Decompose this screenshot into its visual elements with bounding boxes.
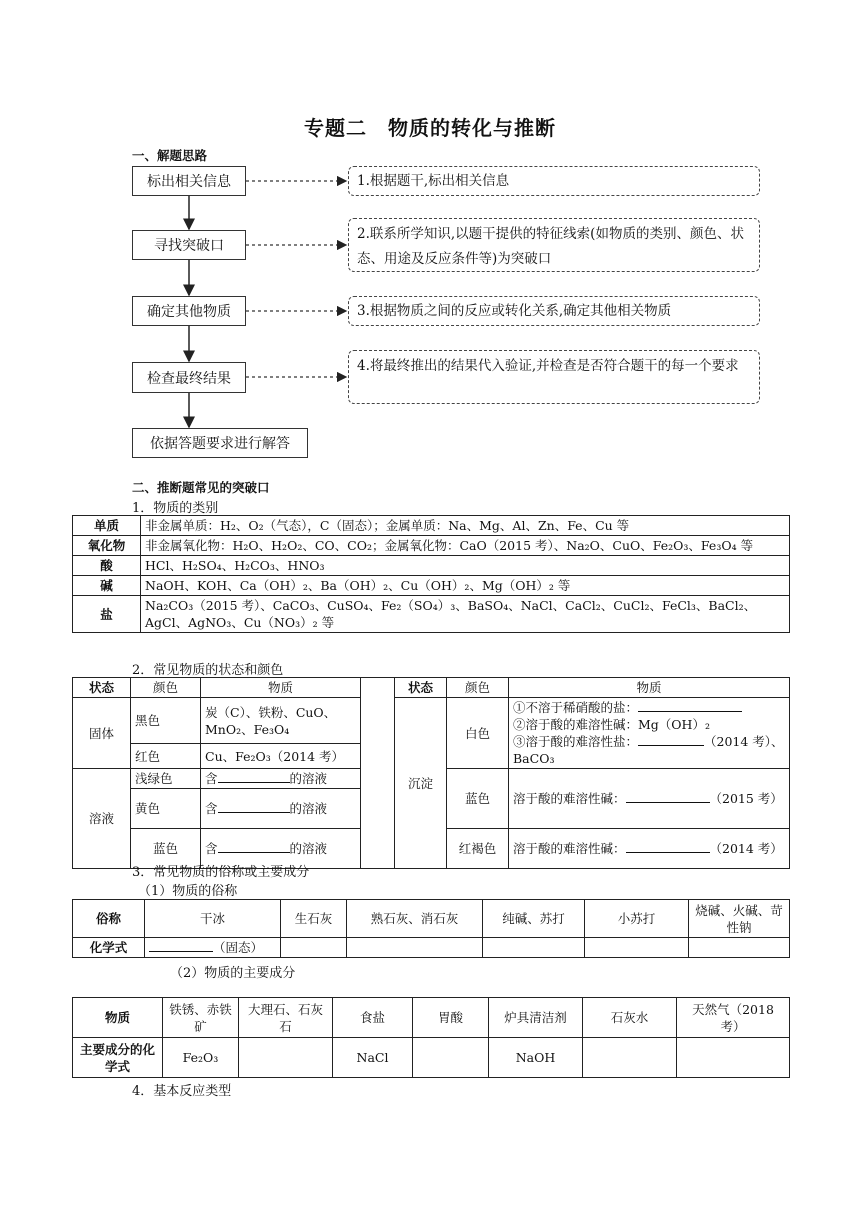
color-black: 黑色	[131, 698, 201, 744]
common-name: 生石灰	[281, 900, 347, 938]
subheading-state-color: 2．常见物质的状态和颜色	[132, 663, 284, 678]
table-row	[73, 536, 790, 556]
substance-name: 天然气（2018 考）	[677, 998, 790, 1038]
white-item-3: ③溶于酸的难溶性盐：	[513, 734, 639, 749]
category-text: 非金属单质：H₂、O₂（气态），C（固态）；金属单质：Na、Mg、Al、Zn、Fe、Cu 等	[141, 516, 790, 536]
common-name: 纯碱、苏打	[483, 900, 585, 938]
color-blue-precipitate: 蓝色	[447, 769, 509, 829]
formula-cell[interactable]	[483, 938, 585, 958]
black-items: 炭（C）、铁粉、CuO、MnO₂、Fe₃O₄	[201, 698, 361, 744]
component-formula: Fe₂O₃	[163, 1038, 239, 1078]
main-components-table	[72, 997, 790, 1078]
formula-cell[interactable]	[281, 938, 347, 958]
common-name-label: 俗称	[73, 900, 145, 938]
category-text: NaOH、KOH、Ca（OH）₂、Ba（OH）₂、Cu（OH）₂、Mg（OH）₂ 等	[141, 576, 790, 596]
blue-precipitate-year: （2015 考）	[709, 791, 783, 806]
flow-step-4: 检查最终结果	[132, 362, 246, 393]
white-items	[509, 698, 790, 769]
formula-label: 主要成分的化学式	[73, 1038, 163, 1078]
state-color-table	[72, 677, 790, 869]
substance-name: 炉具清洁剂	[489, 998, 583, 1038]
answer-blank[interactable]	[218, 800, 290, 813]
category-text: 非金属氧化物：H₂O、H₂O₂、CO、CO₂；金属氧化物：CaO（2015 考）、Na₂O、CuO、Fe₂O₃、Fe₃O₄ 等	[141, 536, 790, 556]
category-name: 氧化物	[73, 536, 141, 556]
color-white: 白色	[447, 698, 509, 769]
flow-note-3: 3.根据物质之间的反应或转化关系,确定其他相关物质	[348, 296, 760, 326]
white-item-3-suffix: （2014 考）、BaCO₃	[513, 734, 784, 766]
state-precipitate: 沉淀	[395, 698, 447, 869]
substance-label: 物质	[73, 998, 163, 1038]
answer-blank[interactable]	[626, 790, 710, 803]
substance-name: 胃酸	[413, 998, 489, 1038]
header-color-2: 颜色	[447, 678, 509, 698]
common-name: 小苏打	[585, 900, 689, 938]
subheading-names: 3．常见物质的俗称或主要成分	[132, 865, 310, 880]
subheading-reaction-types: 4．基本反应类型	[132, 1084, 232, 1099]
state-solution: 溶液	[73, 769, 131, 869]
answer-blank[interactable]	[638, 699, 742, 712]
component-formula[interactable]	[239, 1038, 333, 1078]
flow-step-2: 寻找突破口	[132, 230, 246, 260]
category-name: 酸	[73, 556, 141, 576]
contain-label: 含	[205, 841, 218, 856]
substance-name: 铁锈、赤铁矿	[163, 998, 239, 1038]
header-color: 颜色	[131, 678, 201, 698]
color-red: 红色	[131, 744, 201, 769]
subheading-categories: 1．物质的类别	[132, 501, 219, 516]
component-formula[interactable]	[413, 1038, 489, 1078]
category-name: 单质	[73, 516, 141, 536]
solution-suffix: 的溶液	[289, 841, 328, 856]
color-red-brown: 红褐色	[447, 829, 509, 869]
component-formula: NaOH	[489, 1038, 583, 1078]
flow-note-4: 4.将最终推出的结果代入验证,并检查是否符合题干的每一个要求	[348, 350, 760, 404]
table-row	[73, 596, 790, 633]
spacer-column	[361, 678, 395, 869]
formula-suffix: （固态）	[213, 940, 264, 955]
brown-precipitate-year: （2014 考）	[709, 841, 783, 856]
substance-name: 食盐	[333, 998, 413, 1038]
color-blue: 蓝色	[131, 829, 201, 869]
red-items: Cu、Fe₂O₃（2014 考）	[201, 744, 361, 769]
common-name: 烧碱、火碱、苛性钠	[689, 900, 790, 938]
formula-label: 化学式	[73, 938, 145, 958]
state-solid: 固体	[73, 698, 131, 769]
table-row	[73, 516, 790, 536]
answer-blank[interactable]	[149, 939, 213, 952]
white-item-1: ①不溶于稀硝酸的盐：	[513, 700, 639, 715]
header-state-2: 状态	[395, 678, 447, 698]
section-heading-2: 二、推断题常见的突破口	[132, 480, 270, 495]
formula-cell[interactable]	[689, 938, 790, 958]
flow-note-2: 2.联系所学知识,以题干提供的特征线索(如物质的类别、颜色、状态、用途及反应条件等)为突破口	[348, 218, 760, 272]
solution-suffix: 的溶液	[289, 771, 328, 786]
subheading-main-components: （2）物质的主要成分	[170, 966, 296, 981]
answer-blank[interactable]	[218, 770, 290, 783]
component-formula[interactable]	[583, 1038, 677, 1078]
formula-cell[interactable]	[585, 938, 689, 958]
solution-suffix: 的溶液	[289, 801, 328, 816]
category-name: 碱	[73, 576, 141, 596]
answer-blank[interactable]	[626, 840, 710, 853]
substance-name: 石灰水	[583, 998, 677, 1038]
contain-label: 含	[205, 771, 218, 786]
brown-precipitate-text: 溶于酸的难溶性碱：	[513, 841, 626, 856]
flow-step-1: 标出相关信息	[132, 166, 246, 196]
header-substance-2: 物质	[509, 678, 790, 698]
color-light-green: 浅绿色	[131, 769, 201, 789]
table-row	[73, 556, 790, 576]
answer-blank[interactable]	[638, 733, 704, 746]
common-name: 干冰	[145, 900, 281, 938]
header-substance: 物质	[201, 678, 361, 698]
color-yellow: 黄色	[131, 789, 201, 829]
substance-name: 大理石、石灰石	[239, 998, 333, 1038]
component-formula: NaCl	[333, 1038, 413, 1078]
white-item-2: ②溶于酸的难溶性碱：Mg（OH）₂	[513, 717, 710, 732]
component-formula[interactable]	[677, 1038, 790, 1078]
category-text: HCl、H₂SO₄、H₂CO₃、HNO₃	[141, 556, 790, 576]
section-heading-1: 一、解题思路	[132, 148, 208, 163]
category-text: Na₂CO₃（2015 考）、CaCO₃、CuSO₄、Fe₂（SO₄）₃、BaSO₄、NaCl、CaCl₂、CuCl₂、FeCl₃、BaCl₂、AgCl、AgNO₃、Cu（NO₃）₂ 等	[141, 596, 790, 633]
contain-label: 含	[205, 801, 218, 816]
page-title: 专题二 物质的转化与推断	[304, 116, 556, 140]
categories-table	[72, 515, 790, 633]
subheading-common-names: （1）物质的俗称	[138, 884, 238, 899]
table-row	[73, 576, 790, 596]
answer-blank[interactable]	[218, 840, 290, 853]
common-names-table	[72, 899, 790, 958]
common-name: 熟石灰、消石灰	[347, 900, 483, 938]
flow-note-1: 1.根据题干,标出相关信息	[348, 166, 760, 196]
header-state: 状态	[73, 678, 131, 698]
flow-step-5: 依据答题要求进行解答	[132, 428, 308, 458]
formula-cell[interactable]	[347, 938, 483, 958]
blue-precipitate-text: 溶于酸的难溶性碱：	[513, 791, 626, 806]
category-name: 盐	[73, 596, 141, 633]
flow-step-3: 确定其他物质	[132, 296, 246, 326]
